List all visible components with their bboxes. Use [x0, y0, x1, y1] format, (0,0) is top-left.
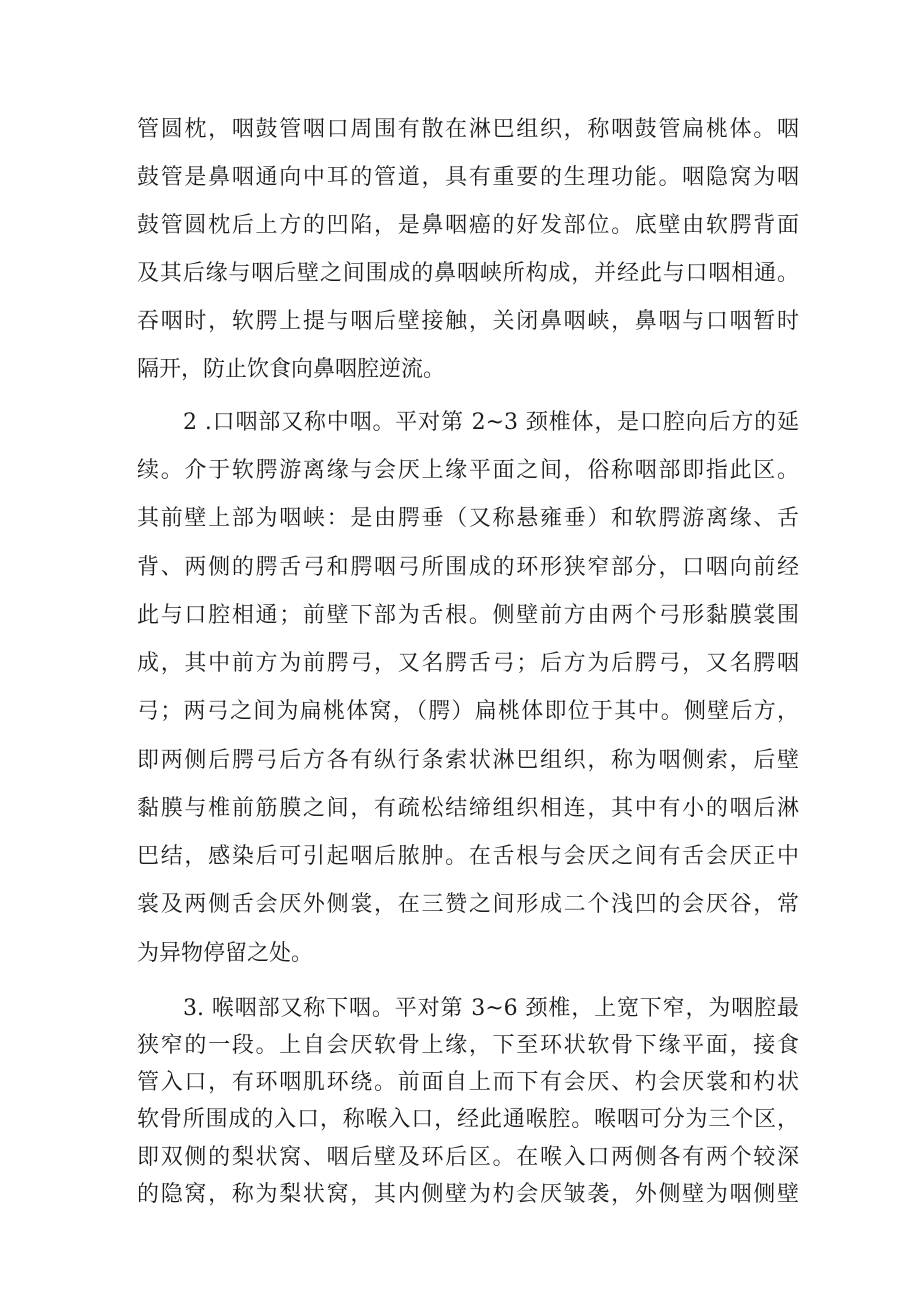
text-line: 续。介于软腭游离缘与会厌上缘平面之间，俗称咽部即指此区。 — [137, 458, 799, 483]
text-line: 黏膜与椎前筋膜之间，有疏松结缔组织相连，其中有小的咽后淋 — [137, 796, 799, 821]
text-line: 弓；两弓之间为扁桃体窝，（腭）扁桃体即位于其中。侧壁后方， — [137, 699, 799, 724]
text-line: 成，其中前方为前腭弓，又名腭舌弓；后方为后腭弓，又名腭咽 — [137, 651, 799, 676]
text-line: 管圆枕，咽鼓管咽口周围有散在淋巴组织，称咽鼓管扁桃体。咽 — [137, 117, 799, 142]
text-line: 即双侧的梨状窝、咽后壁及环后区。在喉入口两侧各有两个较深 — [137, 1145, 799, 1170]
text-line: 其前壁上部为咽峡：是由腭垂（又称悬雍垂）和软腭游离缘、舌 — [137, 506, 799, 531]
text-line: 此与口腔相通；前壁下部为舌根。侧壁前方由两个弓形黏膜裳围 — [137, 603, 799, 628]
text-line: 巴结，感染后可引起咽后脓肿。在舌根与会厌之间有舌会厌正中 — [137, 844, 799, 869]
text-line: 鼓管圆枕后上方的凹陷，是鼻咽癌的好发部位。底壁由软腭背面 — [137, 213, 799, 238]
text-line: 管入口，有环咽肌环绕。前面自上而下有会厌、杓会厌裳和杓状 — [137, 1070, 799, 1095]
text-line: 裳及两侧舌会厌外侧裳，在三赞之间形成二个浅凹的会厌谷，常 — [137, 892, 799, 917]
text-line: 3. 喉咽部又称下咽。平对第 3~6 颈椎，上宽下窄，为咽腔最 — [183, 996, 799, 1021]
text-line: 为异物停留之处。 — [137, 941, 314, 966]
text-line: 及其后缘与咽后壁之间围成的鼻咽峡所构成，并经此与口咽相通。 — [137, 261, 799, 286]
text-line: 软骨所围成的入口，称喉入口，经此通喉腔。喉咽可分为三个区， — [137, 1107, 799, 1132]
text-line: 2 .口咽部又称中咽。平对第 2~3 颈椎体，是口腔向后方的延 — [183, 410, 799, 435]
text-line: 即两侧后腭弓后方各有纵行条索状淋巴组织，称为咽侧索，后壁 — [137, 748, 799, 773]
text-line: 鼓管是鼻咽通向中耳的管道，具有重要的生理功能。咽隐窝为咽 — [137, 165, 799, 190]
text-line: 背、两侧的腭舌弓和腭咽弓所围成的环形狭窄部分，口咽向前经 — [137, 555, 799, 580]
text-line: 隔开，防止饮食向鼻咽腔逆流。 — [137, 357, 446, 382]
text-line: 的隐窝，称为梨状窝，其内侧壁为杓会厌皱袭，外侧壁为咽侧壁 — [137, 1182, 799, 1207]
text-line: 狭窄的一段。上自会厌软骨上缘，下至环状软骨下缘平面，接食 — [137, 1033, 799, 1058]
text-line: 吞咽时，软腭上提与咽后壁接触，关闭鼻咽峡，鼻咽与口咽暂时 — [137, 309, 799, 334]
